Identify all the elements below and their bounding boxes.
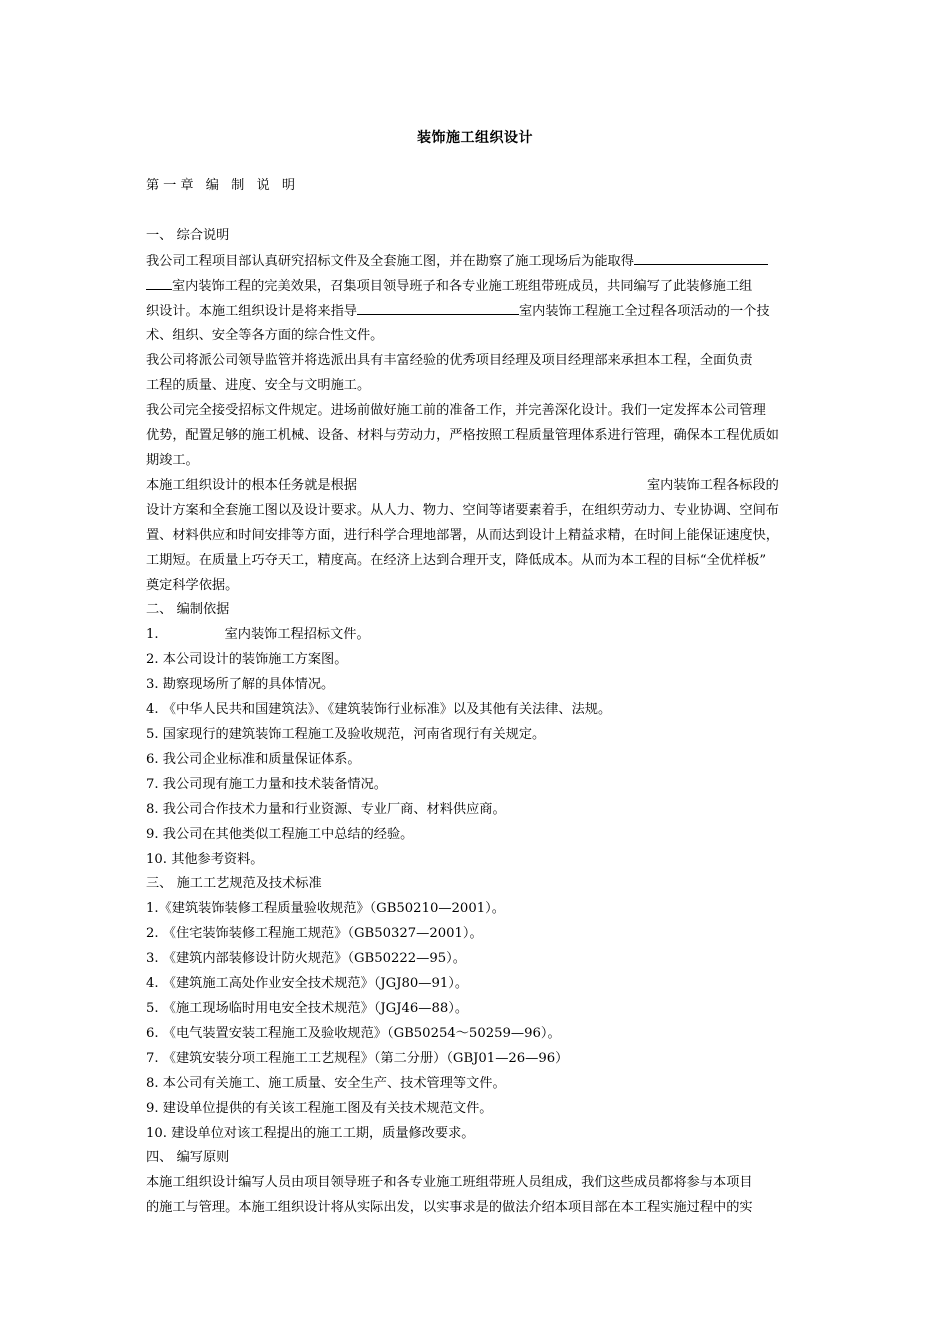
- list-item: [146, 899, 808, 919]
- list-number: 1.: [146, 901, 159, 916]
- list-item: [146, 1074, 808, 1094]
- list-number: 9.: [146, 1101, 159, 1116]
- list-text: 我公司企业标准和质量保证体系。: [162, 752, 361, 767]
- list-item: [146, 675, 808, 695]
- text-run: 我公司工程项目部认真研究招标文件及全套施工图，并在勘察了施工现场后为能取得: [146, 254, 634, 269]
- list-text: 《建筑装饰装修工程质量验收规范》（GB50210—2001）。: [158, 901, 505, 916]
- section-heading-3: 三、 施工工艺规范及技术标准: [146, 876, 322, 891]
- paragraph-line: [146, 251, 808, 272]
- list-number: 6.: [146, 1026, 159, 1041]
- paragraph-line: 我公司将派公司领导监管并将选派出具有丰富经验的优秀项目经理及项目经理部来承担本工程，全面负责: [146, 353, 753, 368]
- paragraph-line: 优势，配置足够的施工机械、设备、材料与劳动力，严格按照工程质量管理体系进行管理，确保本工程优质如: [146, 428, 779, 443]
- list-item: [146, 999, 808, 1019]
- paragraph-line: 工程的质量、进度、安全与文明施工。: [146, 378, 371, 393]
- list-item: [146, 1024, 808, 1044]
- list-text: 本公司设计的装饰施工方案图。: [162, 652, 348, 667]
- text-run: 室内装饰工程的完美效果，召集项目领导班子和各专业施工班组带班成员，共同编写了此装修施工组: [172, 279, 753, 294]
- fill-blank: [634, 251, 768, 265]
- paragraph-line: 奠定科学依据。: [146, 578, 239, 593]
- list-item: [146, 750, 808, 770]
- list-item: [146, 850, 808, 870]
- list-number: 8.: [146, 802, 159, 817]
- list-text: 勘察现场所了解的具体情况。: [162, 677, 335, 692]
- list-text: 建设单位提供的有关该工程施工图及有关技术规范文件。: [162, 1101, 493, 1116]
- list-number: 10.: [146, 852, 167, 867]
- paragraph-line: 本施工组织设计编写人员由项目领导班子和各专业施工班组带班人员组成，我们这些成员都将参与本项目: [146, 1175, 753, 1190]
- list-number: 5.: [146, 1001, 159, 1016]
- paragraph-line: 期竣工。: [146, 453, 199, 468]
- list-text: 国家现行的建筑装饰工程施工及验收规范，河南省现行有关规定。: [162, 727, 546, 742]
- paragraph-line: 设计方案和全套施工图以及设计要求。从人力、物力、空间等诸要素着手，在组织劳动力、专业协调、空间布: [146, 503, 779, 518]
- list-number: 9.: [146, 827, 159, 842]
- list-item: [146, 1099, 808, 1119]
- list-text: 《中华人民共和国建筑法》、《建筑装饰行业标准》以及其他有关法律、法规。: [162, 702, 612, 717]
- list-text: 《建筑安装分项工程施工工艺规程》（第二分册）（GBJ01—26—96）: [162, 1051, 569, 1066]
- chapter-heading: 第一章 编 制 说 明: [146, 178, 300, 193]
- list-number: 7.: [146, 777, 159, 792]
- list-number: 3.: [146, 951, 159, 966]
- list-text: 《建筑施工高处作业安全技术规范》（JGJ80—91）。: [162, 976, 469, 991]
- section-heading-4: 四、 编写原则: [146, 1150, 230, 1165]
- list-text: 《建筑内部装修设计防火规范》（GB50222—95）。: [162, 951, 466, 966]
- paragraph-line: [146, 476, 808, 496]
- list-text: 《住宅装饰装修工程施工规范》（GB50327—2001）。: [162, 926, 483, 941]
- paragraph-line: [146, 276, 808, 297]
- list-item: [146, 924, 808, 944]
- list-number: 2.: [146, 926, 159, 941]
- list-text: 建设单位对该工程提出的施工工期，质量修改要求。: [171, 1126, 475, 1141]
- list-number: 6.: [146, 752, 159, 767]
- fill-blank: [146, 276, 172, 290]
- paragraph-line: 置、材料供应和时间安排等方面，进行科学合理地部署，从而达到设计上精益求精，在时间上能保证速度快，: [146, 528, 779, 543]
- list-number: 4.: [146, 702, 159, 717]
- list-number: 4.: [146, 976, 159, 991]
- list-item: [146, 650, 808, 670]
- list-number: 8.: [146, 1076, 159, 1091]
- list-number: 2.: [146, 652, 159, 667]
- text-run: 本施工组织设计的根本任务就是根据: [146, 478, 357, 493]
- list-item: [146, 825, 808, 845]
- list-number: 1.: [146, 627, 159, 642]
- list-item: [146, 800, 808, 820]
- list-number: 7.: [146, 1051, 159, 1066]
- text-run: 织设计。本施工组织设计是将来指导: [146, 304, 357, 319]
- list-number: 5.: [146, 727, 159, 742]
- list-text: 其他参考资料。: [171, 852, 264, 867]
- list-item: [146, 1124, 808, 1144]
- text-run: 室内装饰工程各标段的: [647, 478, 779, 493]
- list-number: 3.: [146, 677, 159, 692]
- list-text: 我公司在其他类似工程施工中总结的经验。: [162, 827, 414, 842]
- list-text: 室内装饰工程招标文件。: [224, 627, 370, 642]
- list-text: 《施工现场临时用电安全技术规范》（JGJ46—88）。: [162, 1001, 469, 1016]
- list-item: [146, 775, 808, 795]
- text-run: 室内装饰工程施工全过程各项活动的一个技: [519, 304, 770, 319]
- list-item: [146, 700, 808, 720]
- list-text: 《电气装置安装工程施工及验收规范》（GB50254～50259—96）。: [162, 1026, 561, 1041]
- fill-blank: [357, 301, 519, 315]
- list-text: 本公司有关施工、施工质量、安全生产、技术管理等文件。: [162, 1076, 506, 1091]
- list-item: [146, 949, 808, 969]
- paragraph-line: [146, 301, 808, 322]
- list-text: 我公司现有施工力量和技术装备情况。: [162, 777, 387, 792]
- list-item: [146, 725, 808, 745]
- list-item: [146, 974, 808, 994]
- list-text: 我公司合作技术力量和行业资源、专业厂商、材料供应商。: [162, 802, 506, 817]
- list-number: 10.: [146, 1126, 167, 1141]
- paragraph-line: 工期短。在质量上巧夺天工，精度高。在经济上达到合理开支，降低成本。从而为本工程的目标“全优样板”: [146, 553, 767, 568]
- paragraph-line: 我公司完全接受招标文件规定。进场前做好施工前的准备工作，并完善深化设计。我们一定发挥本公司管理: [146, 403, 766, 418]
- list-item: [146, 1049, 808, 1069]
- list-item: [146, 625, 808, 645]
- section-heading-1: 一、 综合说明: [146, 228, 230, 243]
- document-title: 装饰施工组织设计: [417, 130, 533, 146]
- paragraph-line: 的施工与管理。本施工组织设计将从实际出发，以实事求是的做法介绍本项目部在本工程实施过程中的实: [146, 1200, 753, 1215]
- paragraph-line: 术、组织、安全等各方面的综合性文件。: [146, 328, 384, 343]
- section-heading-2: 二、 编制依据: [146, 602, 230, 617]
